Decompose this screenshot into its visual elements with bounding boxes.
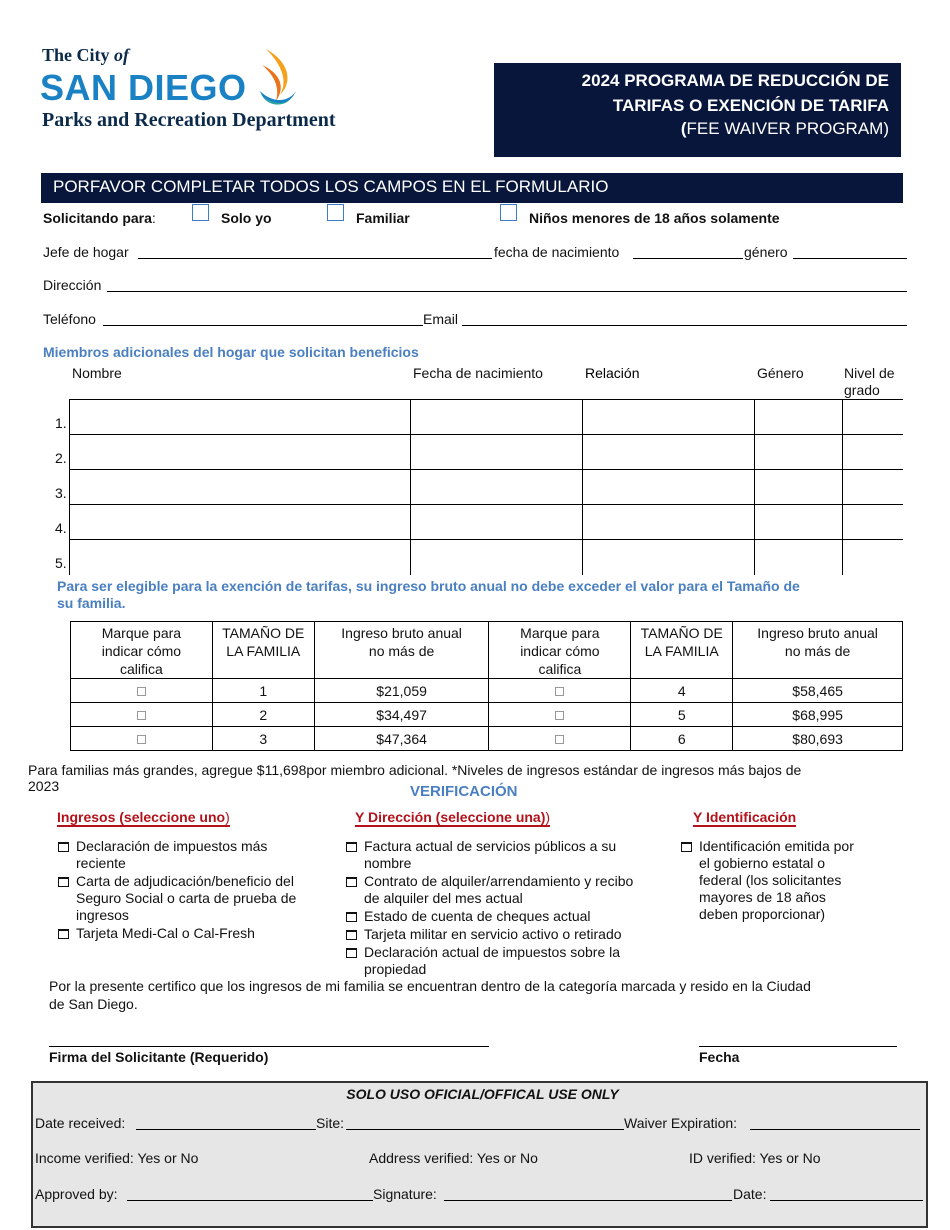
program-title-box <box>494 63 901 157</box>
head-of-household-input[interactable] <box>138 258 492 259</box>
list-item: Tarjeta Medi-Cal o Cal-Fresh <box>58 925 338 942</box>
program-title-line2: TARIFAS O EXENCIÓN DE TARIFA <box>612 96 889 115</box>
list-item: Identificación emitida por el gobierno estatal o federal (los solicitantes mayores de 18 años deben proporcionar) <box>681 838 901 923</box>
id-verified-label: ID verified: Yes or No <box>689 1150 821 1166</box>
signature-input[interactable] <box>49 1046 489 1047</box>
logo-city-of: The City of <box>42 45 129 65</box>
official-signature-input[interactable] <box>444 1200 732 1201</box>
id-proof-heading: Y Identificación <box>693 809 797 825</box>
head-of-household-label: Jefe de hogar <box>43 244 129 260</box>
birth-date-input[interactable] <box>633 258 743 259</box>
proof-checkbox[interactable] <box>346 842 357 852</box>
date-input[interactable] <box>699 1046 897 1047</box>
proof-checkbox[interactable] <box>346 948 357 958</box>
table-row: 2 $34,497 5 $68,995 <box>71 703 903 727</box>
proof-checkbox[interactable] <box>58 877 69 887</box>
gender-input[interactable] <box>793 258 907 259</box>
table-row <box>70 504 903 539</box>
proof-checkbox[interactable] <box>346 930 357 940</box>
official-date-label: Date: <box>733 1186 767 1202</box>
official-use-title: SOLO USO OFICIAL/OFFICAL USE ONLY <box>346 1086 619 1102</box>
table-row <box>70 539 903 574</box>
income-proof-list <box>58 838 338 943</box>
date-received-label: Date received: <box>35 1115 126 1131</box>
program-title-line1: PROGRAMA DE REDUCCIÓN DE <box>624 71 889 90</box>
col-relation: Relación <box>585 365 640 381</box>
program-title-line3: (FEE WAIVER PROGRAM) <box>680 119 889 138</box>
list-item: Factura actual de servicios públicos a su nombre <box>346 838 676 872</box>
address-verified-label: Address verified: Yes or No <box>369 1150 538 1166</box>
list-item: Declaración de impuestos más reciente <box>58 838 338 872</box>
larger-families-note: Para familias más grandes, agregue $11,698por miembro adicional. *Niveles de ingresos estándar de ingresos más bajos de 2023 <box>28 762 802 794</box>
income-eligibility-table <box>70 621 903 751</box>
table-row <box>70 469 903 504</box>
row-number: 4. <box>55 520 67 536</box>
site-input[interactable] <box>346 1129 624 1130</box>
mark-header: Marque para indicar cómo califica <box>489 622 631 679</box>
household-members-grid <box>69 399 902 575</box>
proof-checkbox[interactable] <box>681 842 692 852</box>
instructions-banner: PORFAVOR COMPLETAR TODOS LOS CAMPOS EN EL FORMULARIO <box>41 173 903 203</box>
table-row <box>70 434 903 469</box>
address-input[interactable] <box>107 291 907 292</box>
income-verified-label: Income verified: Yes or No <box>35 1150 199 1166</box>
col-birth-date: Fecha de nacimiento <box>413 365 543 381</box>
list-item: Estado de cuenta de cheques actual <box>346 908 676 925</box>
row-number: 1. <box>55 415 67 431</box>
program-year: 2024 <box>581 71 620 90</box>
solo-yo-checkbox[interactable] <box>192 204 209 221</box>
logo-san-diego: SAN DIEGO <box>40 67 247 108</box>
sail-emblem-icon <box>258 47 298 109</box>
email-input[interactable] <box>462 325 907 326</box>
date-received-input[interactable] <box>136 1129 316 1130</box>
signature-label: Firma del Solicitante (Requerido) <box>49 1049 269 1065</box>
qualify-checkbox[interactable] <box>555 687 564 696</box>
familiar-label: Familiar <box>356 210 410 226</box>
site-label: Site: <box>316 1115 345 1131</box>
minors-only-label: Niños menores de 18 años solamente <box>529 210 780 226</box>
table-row <box>70 399 903 434</box>
official-signature-label: Signature: <box>373 1186 437 1202</box>
waiver-expiration-input[interactable] <box>750 1129 920 1130</box>
col-name: Nombre <box>72 365 122 381</box>
minors-only-checkbox[interactable] <box>500 204 517 221</box>
approved-by-input[interactable] <box>127 1200 373 1201</box>
mark-header: Marque para indicar cómo califica <box>71 622 213 679</box>
proof-checkbox[interactable] <box>58 842 69 852</box>
address-proof-heading: Y Dirección (seleccione una)) <box>355 809 551 825</box>
list-item: Contrato de alquiler/arrendamiento y recibo de alquiler del mes actual <box>346 873 676 907</box>
income-header: Ingreso bruto anual no más de <box>733 622 903 679</box>
gender-label: género <box>744 244 788 260</box>
proof-checkbox[interactable] <box>346 912 357 922</box>
list-item: Carta de adjudicación/beneficio del Seguro Social o carta de prueba de ingresos <box>58 873 338 924</box>
address-proof-list <box>346 838 676 979</box>
qualify-checkbox[interactable] <box>137 735 146 744</box>
table-header-row <box>71 622 903 679</box>
official-date-input[interactable] <box>770 1200 923 1201</box>
col-grade-level: Nivel de grado <box>844 365 895 398</box>
solo-yo-label: Solo yo <box>221 210 272 226</box>
row-number: 2. <box>55 450 67 466</box>
row-number: 3. <box>55 485 67 501</box>
income-proof-heading: Ingresos (seleccione uno) <box>57 809 230 825</box>
eligibility-text: Para ser elegible para la exención de tarifas, su ingreso bruto anual no debe exceder el valor para el Tamaño de su familia. <box>57 578 800 611</box>
proof-checkbox[interactable] <box>58 929 69 939</box>
id-proof-list <box>681 838 901 924</box>
household-members-heading: Miembros adicionales del hogar que solicitan beneficios <box>43 344 419 360</box>
table-row: 1 $21,059 4 $58,465 <box>71 679 903 703</box>
list-item: Declaración actual de impuestos sobre la propiedad <box>346 944 676 978</box>
qualify-checkbox[interactable] <box>555 711 564 720</box>
family-size-header: TAMAÑO DE LA FAMILIA <box>212 622 314 679</box>
phone-label: Teléfono <box>43 311 96 327</box>
familiar-checkbox[interactable] <box>327 204 344 221</box>
waiver-expiration-label: Waiver Expiration: <box>624 1115 738 1131</box>
approved-by-label: Approved by: <box>35 1186 118 1202</box>
department-name: Parks and Recreation Department <box>42 109 336 131</box>
phone-input[interactable] <box>103 325 423 326</box>
income-header: Ingreso bruto anual no más de <box>314 622 489 679</box>
qualify-checkbox[interactable] <box>137 711 146 720</box>
col-gender: Género <box>757 365 804 381</box>
qualify-checkbox[interactable] <box>137 687 146 696</box>
address-label: Dirección <box>43 277 102 293</box>
applying-for-label: Solicitando para: <box>43 210 156 226</box>
family-size-header: TAMAÑO DE LA FAMILIA <box>631 622 733 679</box>
list-item: Tarjeta militar en servicio activo o retirado <box>346 926 676 943</box>
row-number: 5. <box>55 555 67 571</box>
birth-date-label: fecha de nacimiento <box>494 244 620 260</box>
proof-checkbox[interactable] <box>346 877 357 887</box>
verification-heading: VERIFICACIÓN <box>410 783 518 800</box>
qualify-checkbox[interactable] <box>555 735 564 744</box>
email-label: Email <box>423 311 459 327</box>
table-row: 3 $47,364 6 $80,693 <box>71 727 903 751</box>
certification-statement: Por la presente certifico que los ingresos de mi familia se encuentran dentro de la categoría marcada y resido en la Ciudad de San Diego. <box>49 978 811 1012</box>
date-label: Fecha <box>699 1049 740 1065</box>
